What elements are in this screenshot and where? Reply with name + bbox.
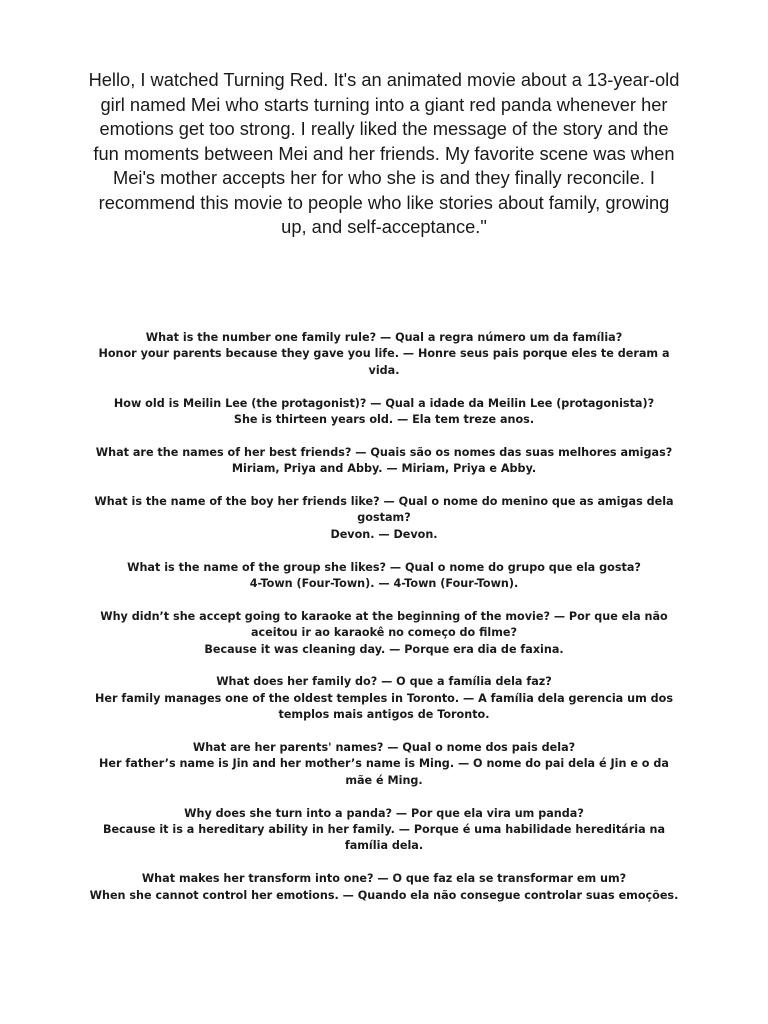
qa-question: What is the name of the boy her friends like? — Qual o nome do menino que as amigas dela gostam? [94, 495, 674, 525]
qa-answer: She is thirteen years old. — Ela tem treze anos. [233, 413, 535, 427]
qa-item [84, 871, 684, 904]
qa-item [84, 674, 684, 723]
qa-item [84, 560, 684, 593]
qa-item [84, 806, 684, 855]
qa-answer: 4-Town (Four-Town). — 4-Town (Four-Town). [249, 577, 519, 591]
qa-answer: Her father’s name is Jin and her mother’s name is Ming. — O nome do pai dela é Jin e o da mãe é Ming. [99, 757, 669, 787]
qa-item [84, 740, 684, 789]
qa-question: What makes her transform into one? — O que faz ela se transformar em um? [141, 872, 627, 886]
qa-item [84, 609, 684, 658]
qa-answer: Honor your parents because they gave you life. — Honre seus pais porque eles te deram a vida. [98, 347, 670, 377]
qa-answer: When she cannot control her emotions. — Quando ela não consegue controlar suas emoções. [89, 888, 679, 902]
qa-list [84, 330, 684, 920]
qa-question: What are the names of her best friends? — Quais são os nomes das suas melhores amigas? [95, 445, 673, 459]
qa-item [84, 330, 684, 379]
qa-item [84, 445, 684, 478]
qa-answer: Because it is a hereditary ability in her family. — Porque é uma habilidade hereditária na família dela. [102, 823, 666, 853]
qa-question: What are her parents' names? — Qual o nome dos pais dela? [192, 741, 576, 755]
qa-question: Why does she turn into a panda? — Por que ela vira um panda? [184, 806, 584, 820]
qa-answer: Because it was cleaning day. — Porque era dia de faxina. [204, 642, 564, 656]
qa-answer: Her family manages one of the oldest temples in Toronto. — A família dela gerencia um dos templos mais antigos de Toronto. [95, 691, 673, 722]
qa-question: Why didn’t she accept going to karaoke at the beginning of the movie? — Por que ela não aceitou ir ao karaokê no começo do filme? [100, 609, 668, 640]
qa-question: What is the name of the group she likes? — Qual o nome do grupo que ela gosta? [127, 560, 641, 574]
qa-question: What does her family do? — O que a família dela faz? [216, 675, 552, 689]
qa-question: What is the number one family rule? — Qual a regra número um da família? [145, 331, 623, 344]
intro-paragraph: Hello, I watched Turning Red. It's an animated movie about a 13-year-old girl named Mei who starts turning into a giant red panda whenever her emotions get too strong. I really liked the message of the story and the fun moments between Mei and her friends. My favorite scene was when Mei's mother accepts her for who she is and they finally reconcile. I recommend this movie to people who like stories about family, growing up, and self-acceptance." [88, 69, 680, 237]
qa-item [84, 494, 684, 543]
qa-answer: Devon. — Devon. [330, 527, 438, 541]
qa-answer: Miriam, Priya and Abby. — Miriam, Priya e Abby. [231, 462, 537, 476]
qa-item [84, 396, 684, 429]
qa-question: How old is Meilin Lee (the protagonist)? — Qual a idade da Meilin Lee (protagonista)? [113, 396, 655, 410]
